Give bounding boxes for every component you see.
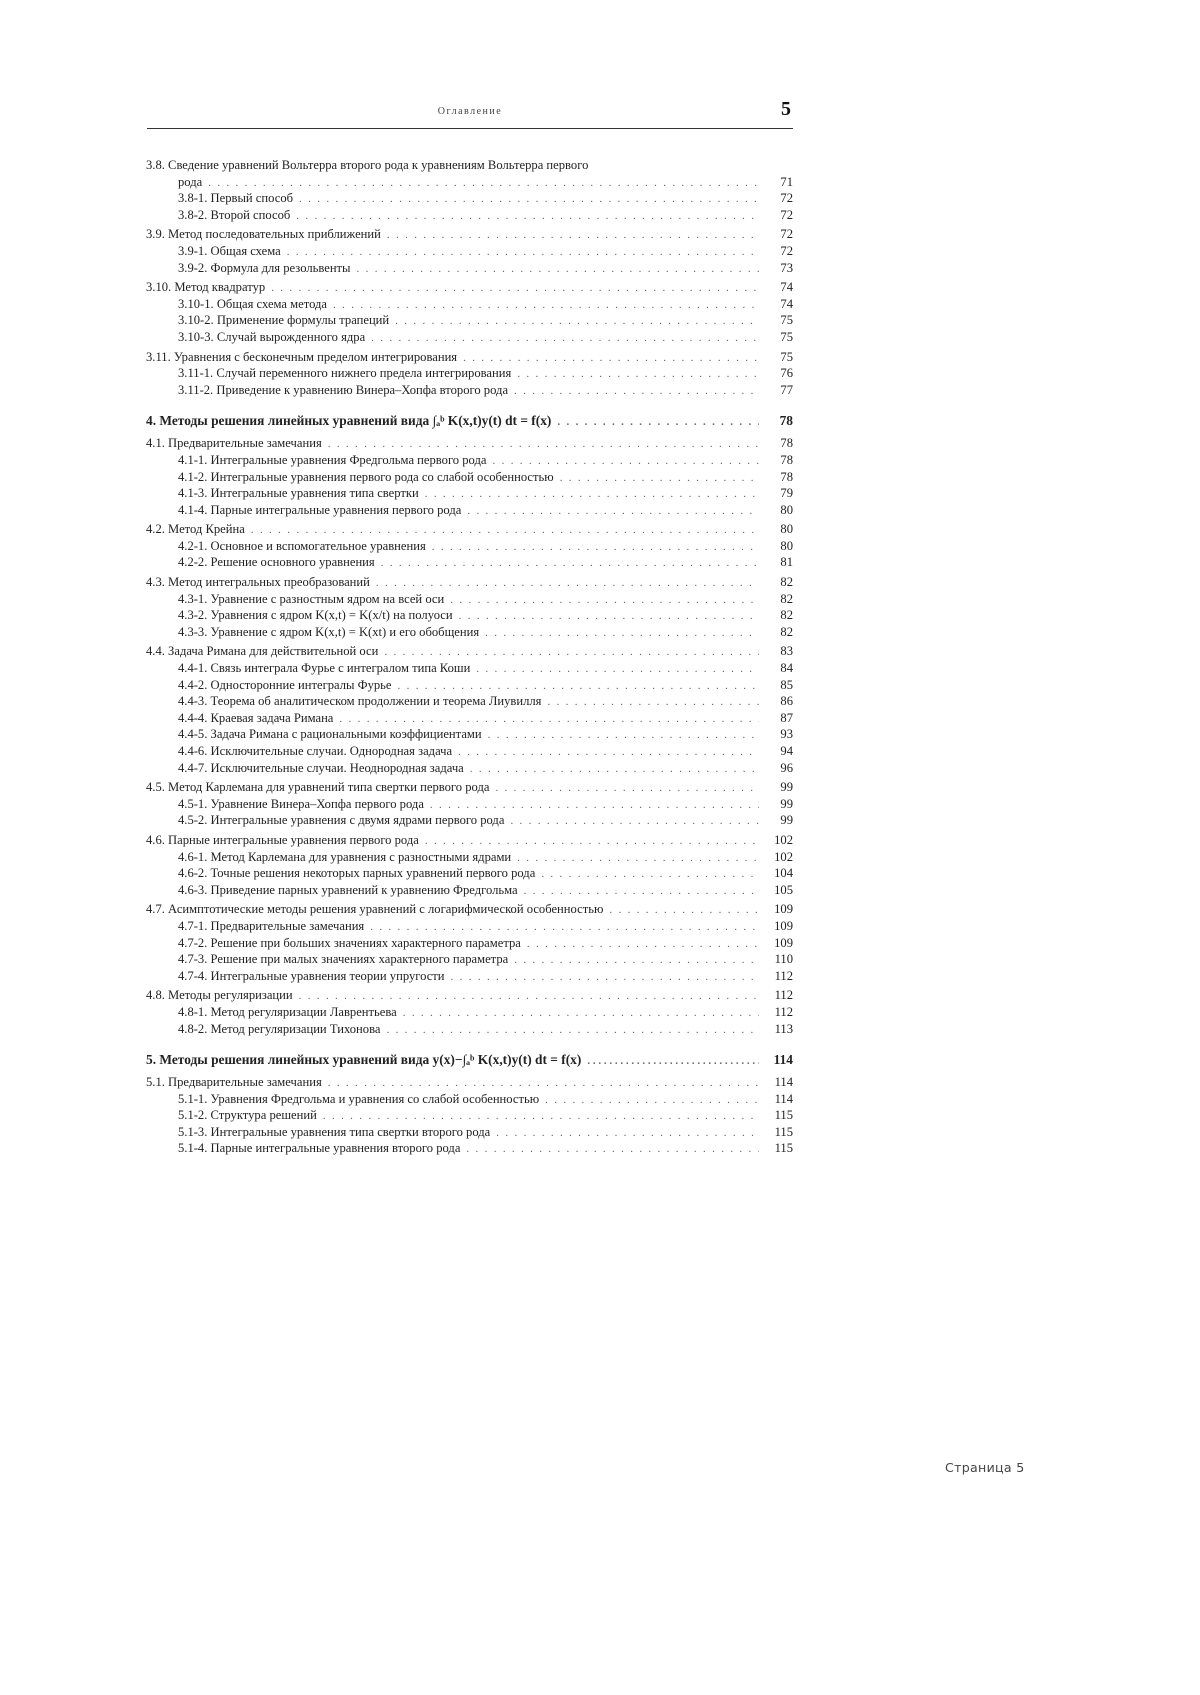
toc-entry-4-4-2[interactable]: 4.4-2. Односторонние интегралы Фурье . . . 85 [146, 677, 793, 694]
toc-section-4-4[interactable]: 4.4. Задача Римана для действительной оси . . . 83 [146, 643, 793, 660]
toc-entry-4-1-2[interactable]: 4.1-2. Интегральные уравнения первого рода со слабой особенностью . . . 78 [146, 469, 793, 486]
toc-entry-4-8-2[interactable]: 4.8-2. Метод регуляризации Тихонова . . . 113 [146, 1021, 793, 1038]
toc-entry-4-4-1[interactable]: 4.4-1. Связь интеграла Фурье с интегралом типа Коши . . . 84 [146, 660, 793, 677]
toc-entry-4-4-4[interactable]: 4.4-4. Краевая задача Римана . . . 87 [146, 710, 793, 727]
toc-entry-5-1-3[interactable]: 5.1-3. Интегральные уравнения типа свертки второго рода . . . 115 [146, 1124, 793, 1141]
running-header [147, 98, 793, 129]
toc-chapter-4[interactable]: 4. Методы решения линейных уравнений вида ∫ₐᵇ K(x,t)y(t) dt = f(x) . . . 78 [146, 410, 793, 431]
toc-entry-page: 71 [765, 174, 793, 191]
toc-entry-4-8-1[interactable]: 4.8-1. Метод регуляризации Лаврентьева . . . 112 [146, 1004, 793, 1021]
toc-section-4-2[interactable]: 4.2. Метод Крейна . . . 80 [146, 521, 793, 538]
toc-entry-4-3-2[interactable]: 4.3-2. Уравнения с ядром K(x,t) = K(x/t) на полуоси . . . 82 [146, 607, 793, 624]
toc-entry-4-2-2[interactable]: 4.2-2. Решение основного уравнения . . . 81 [146, 554, 793, 571]
toc-entry-4-3-3[interactable]: 4.3-3. Уравнение с ядром K(x,t) = K(xt) и его обобщения . . . 82 [146, 624, 793, 641]
toc-entry-4-4-7[interactable]: 4.4-7. Исключительные случаи. Неоднородная задача . . . 96 [146, 760, 793, 777]
toc-section-3-8-cont[interactable] [146, 174, 793, 191]
toc-entry-4-6-2[interactable]: 4.6-2. Точные решения некоторых парных уравнений первого рода . . . 104 [146, 865, 793, 882]
toc-entry-4-4-5[interactable]: 4.4-5. Задача Римана с рациональными коэффициентами . . . 93 [146, 726, 793, 743]
toc-entry-text: 3.8. Сведение уравнений Вольтерра второго рода к уравнениям Вольтерра первого [146, 158, 588, 172]
toc-entry-4-7-2[interactable]: 4.7-2. Решение при больших значениях характерного параметра . . . 109 [146, 935, 793, 952]
toc-entry-5-1-1[interactable]: 5.1-1. Уравнения Фредгольма и уравнения со слабой особенностью . . . 114 [146, 1091, 793, 1108]
toc-section-4-1[interactable]: 4.1. Предварительные замечания . . . 78 [146, 435, 793, 452]
toc-entry-3-11-2[interactable]: 3.11-2. Приведение к уравнению Винера–Хопфа второго рода . . . 77 [146, 382, 793, 399]
toc-entry-4-4-6[interactable]: 4.4-6. Исключительные случаи. Однородная задача . . . 94 [146, 743, 793, 760]
toc-entry-4-7-3[interactable]: 4.7-3. Решение при малых значениях характерного параметра . . . 110 [146, 951, 793, 968]
toc-entry-4-7-1[interactable]: 4.7-1. Предварительные замечания . . . 109 [146, 918, 793, 935]
toc-entry-4-6-3[interactable]: 4.6-3. Приведение парных уравнений к уравнению Фредгольма . . . 105 [146, 882, 793, 899]
toc-entry-4-5-2[interactable]: 4.5-2. Интегральные уравнения с двумя ядрами первого рода . . . 99 [146, 812, 793, 829]
toc-section-3-8[interactable] [146, 157, 793, 174]
toc-section-4-8[interactable]: 4.8. Методы регуляризации . . . 112 [146, 987, 793, 1004]
toc-entry-3-8-1[interactable]: 3.8-1. Первый способ . . . 72 [146, 190, 793, 207]
toc-section-4-5[interactable]: 4.5. Метод Карлемана для уравнений типа свертки первого рода . . . 99 [146, 779, 793, 796]
toc-entry-3-10-1[interactable]: 3.10-1. Общая схема метода . . . 74 [146, 296, 793, 313]
toc-entry-4-7-4[interactable]: 4.7-4. Интегральные уравнения теории упругости . . . 112 [146, 968, 793, 985]
toc-entry-4-1-4[interactable]: 4.1-4. Парные интегральные уравнения первого рода . . . 80 [146, 502, 793, 519]
toc-entry-5-1-2[interactable]: 5.1-2. Структура решений . . . 115 [146, 1107, 793, 1124]
table-of-contents [146, 154, 793, 1157]
toc-entry-4-2-1[interactable]: 4.2-1. Основное и вспомогательное уравнения . . . 80 [146, 538, 793, 555]
toc-section-4-6[interactable]: 4.6. Парные интегральные уравнения первого рода . . . 102 [146, 832, 793, 849]
toc-entry-3-8-2[interactable]: 3.8-2. Второй способ . . . 72 [146, 207, 793, 224]
toc-chapter-5[interactable]: 5. Методы решения линейных уравнений вида y(x)−∫ₐᵇ K(x,t)y(t) dt = f(x) . . . 114 [146, 1049, 793, 1070]
toc-entry-4-6-1[interactable]: 4.6-1. Метод Карлемана для уравнения с разностными ядрами . . . 102 [146, 849, 793, 866]
toc-section-4-7[interactable]: 4.7. Асимптотические методы решения уравнений с логарифмической особенностью . . . 109 [146, 901, 793, 918]
toc-entry-4-4-3[interactable]: 4.4-3. Теорема об аналитическом продолжении и теорема Лиувилля . . . 86 [146, 693, 793, 710]
toc-entry-3-10-3[interactable]: 3.10-3. Случай вырожденного ядра . . . 75 [146, 329, 793, 346]
header-page-number: 5 [781, 98, 791, 121]
toc-entry-5-1-4[interactable]: 5.1-4. Парные интегральные уравнения второго рода . . . 115 [146, 1140, 793, 1157]
toc-section-5-1[interactable]: 5.1. Предварительные замечания . . . 114 [146, 1074, 793, 1091]
toc-entry-4-1-1[interactable]: 4.1-1. Интегральные уравнения Фредгольма первого рода . . . 78 [146, 452, 793, 469]
toc-entry-3-9-1[interactable]: 3.9-1. Общая схема . . . 72 [146, 243, 793, 260]
toc-entry-text: рода [178, 174, 202, 191]
header-title: Оглавление [147, 106, 793, 117]
toc-section-3-9[interactable]: 3.9. Метод последовательных приближений . . . 72 [146, 226, 793, 243]
toc-entry-3-11-1[interactable]: 3.11-1. Случай переменного нижнего предела интегрирования . . . 76 [146, 365, 793, 382]
toc-entry-4-1-3[interactable]: 4.1-3. Интегральные уравнения типа свертки . . . 79 [146, 485, 793, 502]
toc-section-3-11[interactable]: 3.11. Уравнения с бесконечным пределом интегрирования . . . 75 [146, 349, 793, 366]
toc-entry-4-5-1[interactable]: 4.5-1. Уравнение Винера–Хопфа первого рода . . . 99 [146, 796, 793, 813]
toc-entry-3-9-2[interactable]: 3.9-2. Формула для резольвенты . . . 73 [146, 260, 793, 277]
toc-entry-4-3-1[interactable]: 4.3-1. Уравнение с разностным ядром на всей оси . . . 82 [146, 591, 793, 608]
page-footer-label: Страница 5 [945, 1460, 1025, 1475]
toc-entry-3-10-2[interactable]: 3.10-2. Применение формулы трапеций . . . 75 [146, 312, 793, 329]
toc-section-3-10[interactable]: 3.10. Метод квадратур . . . 74 [146, 279, 793, 296]
toc-section-4-3[interactable]: 4.3. Метод интегральных преобразований . . . 82 [146, 574, 793, 591]
